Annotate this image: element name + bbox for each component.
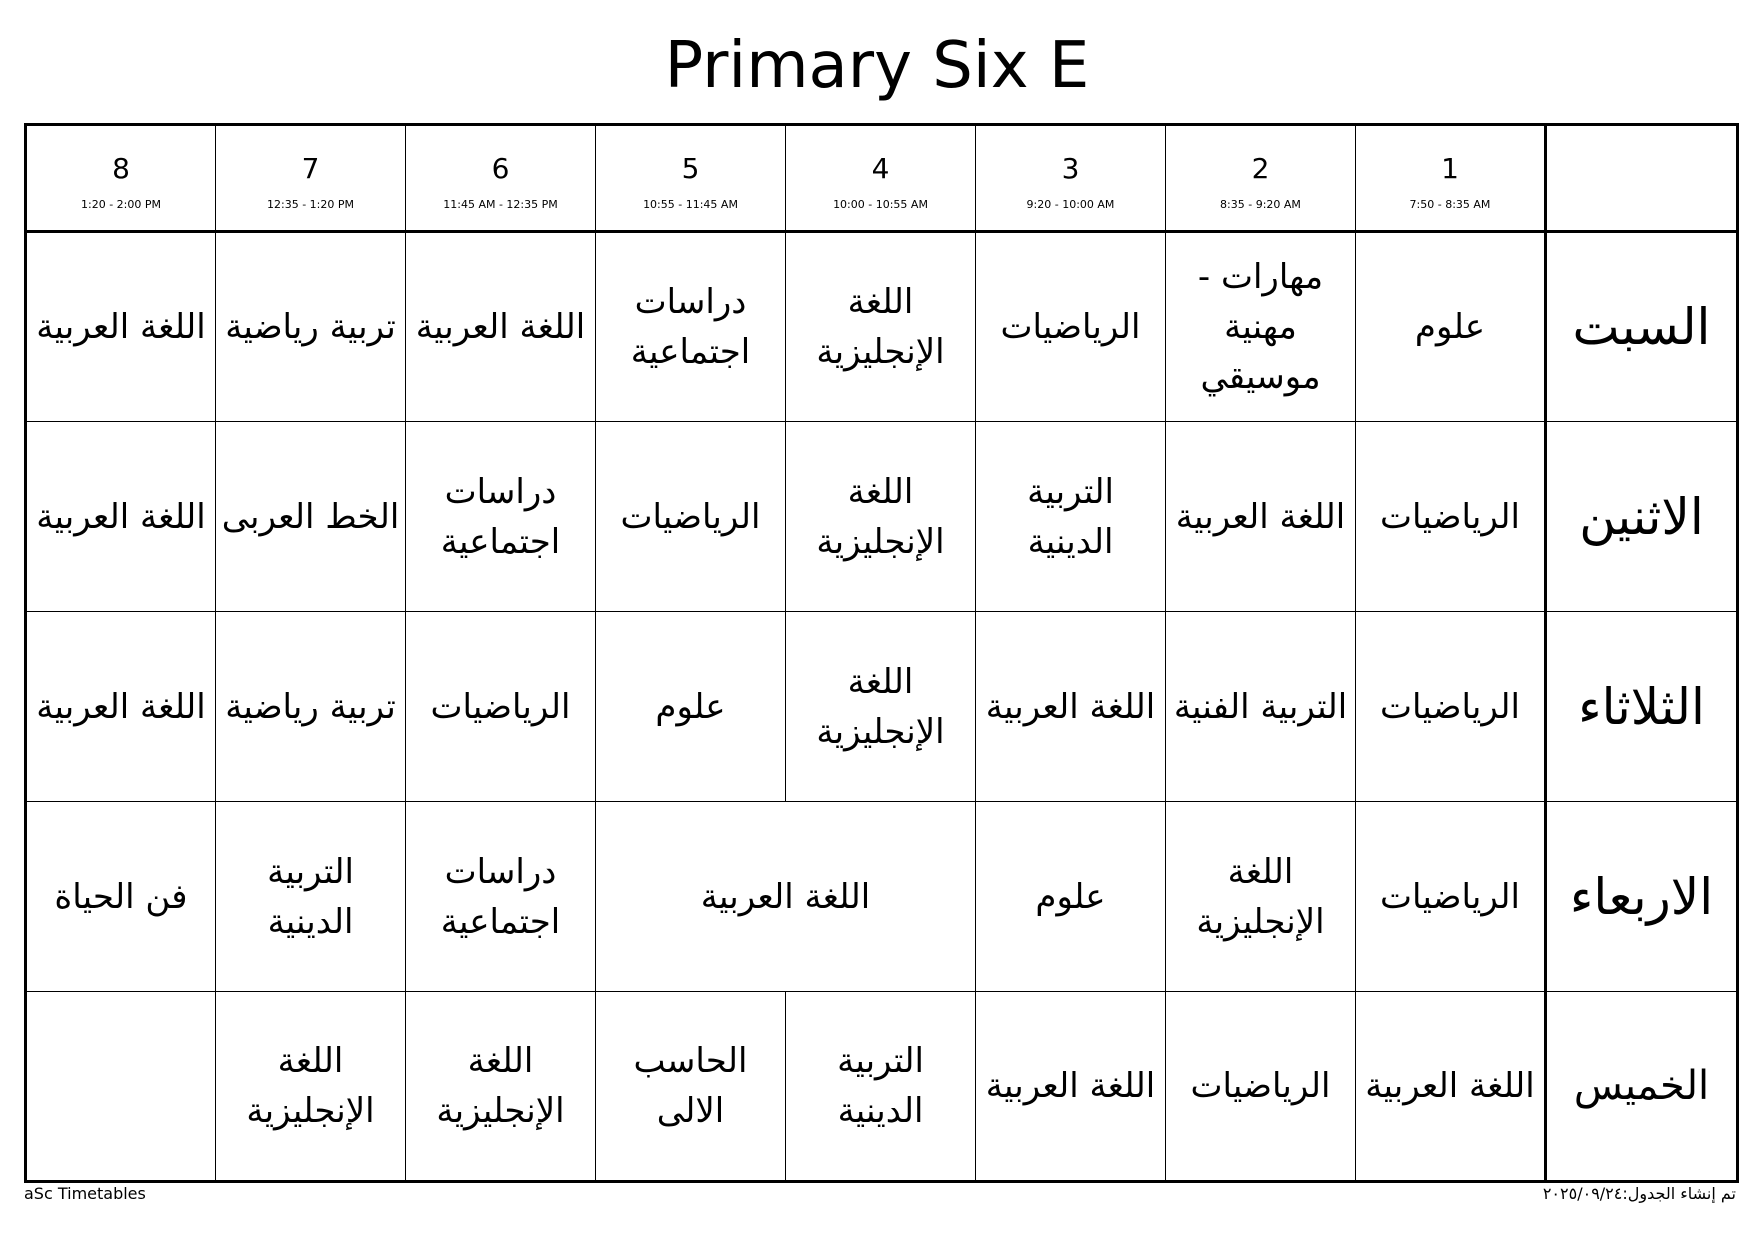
period-number: 3 [1061, 152, 1080, 185]
lesson-cell: مهارات - مهنية موسيقي [1166, 232, 1356, 422]
lesson-cell: اللغة العربية [976, 992, 1166, 1182]
lesson-cell: الرياضيات [596, 422, 786, 612]
lesson-cell: التربية الدينية [786, 992, 976, 1182]
lesson-cell: اللغة الإنجليزية [786, 612, 976, 802]
period-number: 8 [112, 152, 130, 185]
lesson-cell: علوم [596, 612, 786, 802]
lesson-cell-double: اللغة العربية [596, 802, 976, 992]
lesson-cell-empty [26, 992, 216, 1182]
day-row-monday [26, 422, 1738, 612]
period-time: 9:20 - 10:00 AM [1026, 198, 1115, 211]
period-number: 4 [871, 152, 890, 185]
lesson-cell: الرياضيات [1356, 612, 1546, 802]
period-header-7 [216, 125, 406, 232]
period-time: 12:35 - 1:20 PM [267, 198, 354, 211]
lesson-cell: الرياضيات [976, 232, 1166, 422]
period-time: 10:55 - 11:45 AM [643, 198, 738, 211]
footer-brand: aSc Timetables [24, 1184, 146, 1203]
lesson-cell: اللغة العربية [26, 422, 216, 612]
corner-cell [1546, 125, 1738, 232]
lesson-cell: الرياضيات [1356, 802, 1546, 992]
lesson-cell: دراسات اجتماعية [406, 802, 596, 992]
lesson-cell: اللغة الإنجليزية [786, 232, 976, 422]
period-number: 6 [491, 152, 510, 185]
day-label: الاثنين [1546, 422, 1738, 612]
lesson-cell: دراسات اجتماعية [596, 232, 786, 422]
lesson-cell: الرياضيات [1166, 992, 1356, 1182]
period-header-row [26, 125, 1738, 232]
period-header-4 [786, 125, 976, 232]
period-time: 7:50 - 8:35 AM [1409, 198, 1491, 211]
period-time: 8:35 - 9:20 AM [1220, 198, 1301, 211]
day-row-thursday [26, 992, 1738, 1182]
lesson-cell: تربية رياضية [216, 232, 406, 422]
lesson-cell: اللغة الإنجليزية [1166, 802, 1356, 992]
lesson-cell: الرياضيات [1356, 422, 1546, 612]
period-number: 2 [1251, 152, 1270, 185]
lesson-cell: تربية رياضية [216, 612, 406, 802]
lesson-cell: الرياضيات [406, 612, 596, 802]
period-header-2 [1166, 125, 1356, 232]
day-label: الاربعاء [1546, 802, 1738, 992]
period-number: 5 [681, 152, 700, 185]
day-label: الخميس [1546, 992, 1738, 1182]
lesson-cell: علوم [976, 802, 1166, 992]
lesson-cell: اللغة العربية [976, 612, 1166, 802]
period-header-3 [976, 125, 1166, 232]
period-time: 1:20 - 2:00 PM [81, 198, 161, 211]
lesson-cell: التربية الدينية [216, 802, 406, 992]
lesson-cell: فن الحياة [26, 802, 216, 992]
period-header-5 [596, 125, 786, 232]
period-number: 7 [301, 152, 320, 185]
period-header-1 [1356, 125, 1546, 232]
period-number: 1 [1441, 152, 1459, 185]
timetable [24, 123, 1739, 1183]
period-time: 10:00 - 10:55 AM [833, 198, 928, 211]
lesson-cell: الحاسب الالى [596, 992, 786, 1182]
day-label: الثلاثاء [1546, 612, 1738, 802]
day-row-wednesday [26, 802, 1738, 992]
lesson-cell: اللغة العربية [26, 612, 216, 802]
page-title: Primary Six E [664, 29, 1090, 103]
lesson-cell: علوم [1356, 232, 1546, 422]
period-header-8 [26, 125, 216, 232]
footer-generated-date: تم إنشاء الجدول:٢٠٢٥/٠٩/٢٤ [1542, 1184, 1736, 1203]
period-header-6 [406, 125, 596, 232]
period-time: 11:45 AM - 12:35 PM [443, 198, 558, 211]
lesson-cell: دراسات اجتماعية [406, 422, 596, 612]
lesson-cell: التربية الفنية [1166, 612, 1356, 802]
lesson-cell: الخط العربى [216, 422, 406, 612]
lesson-cell: اللغة العربية [1166, 422, 1356, 612]
lesson-cell: اللغة العربية [1356, 992, 1546, 1182]
day-label: السبت [1546, 232, 1738, 422]
day-row-tuesday [26, 612, 1738, 802]
lesson-cell: اللغة الإنجليزية [406, 992, 596, 1182]
lesson-cell: التربية الدينية [976, 422, 1166, 612]
lesson-cell: اللغة الإنجليزية [786, 422, 976, 612]
lesson-cell: اللغة الإنجليزية [216, 992, 406, 1182]
day-row-saturday [26, 232, 1738, 422]
lesson-cell: اللغة العربية [26, 232, 216, 422]
lesson-cell: اللغة العربية [406, 232, 596, 422]
